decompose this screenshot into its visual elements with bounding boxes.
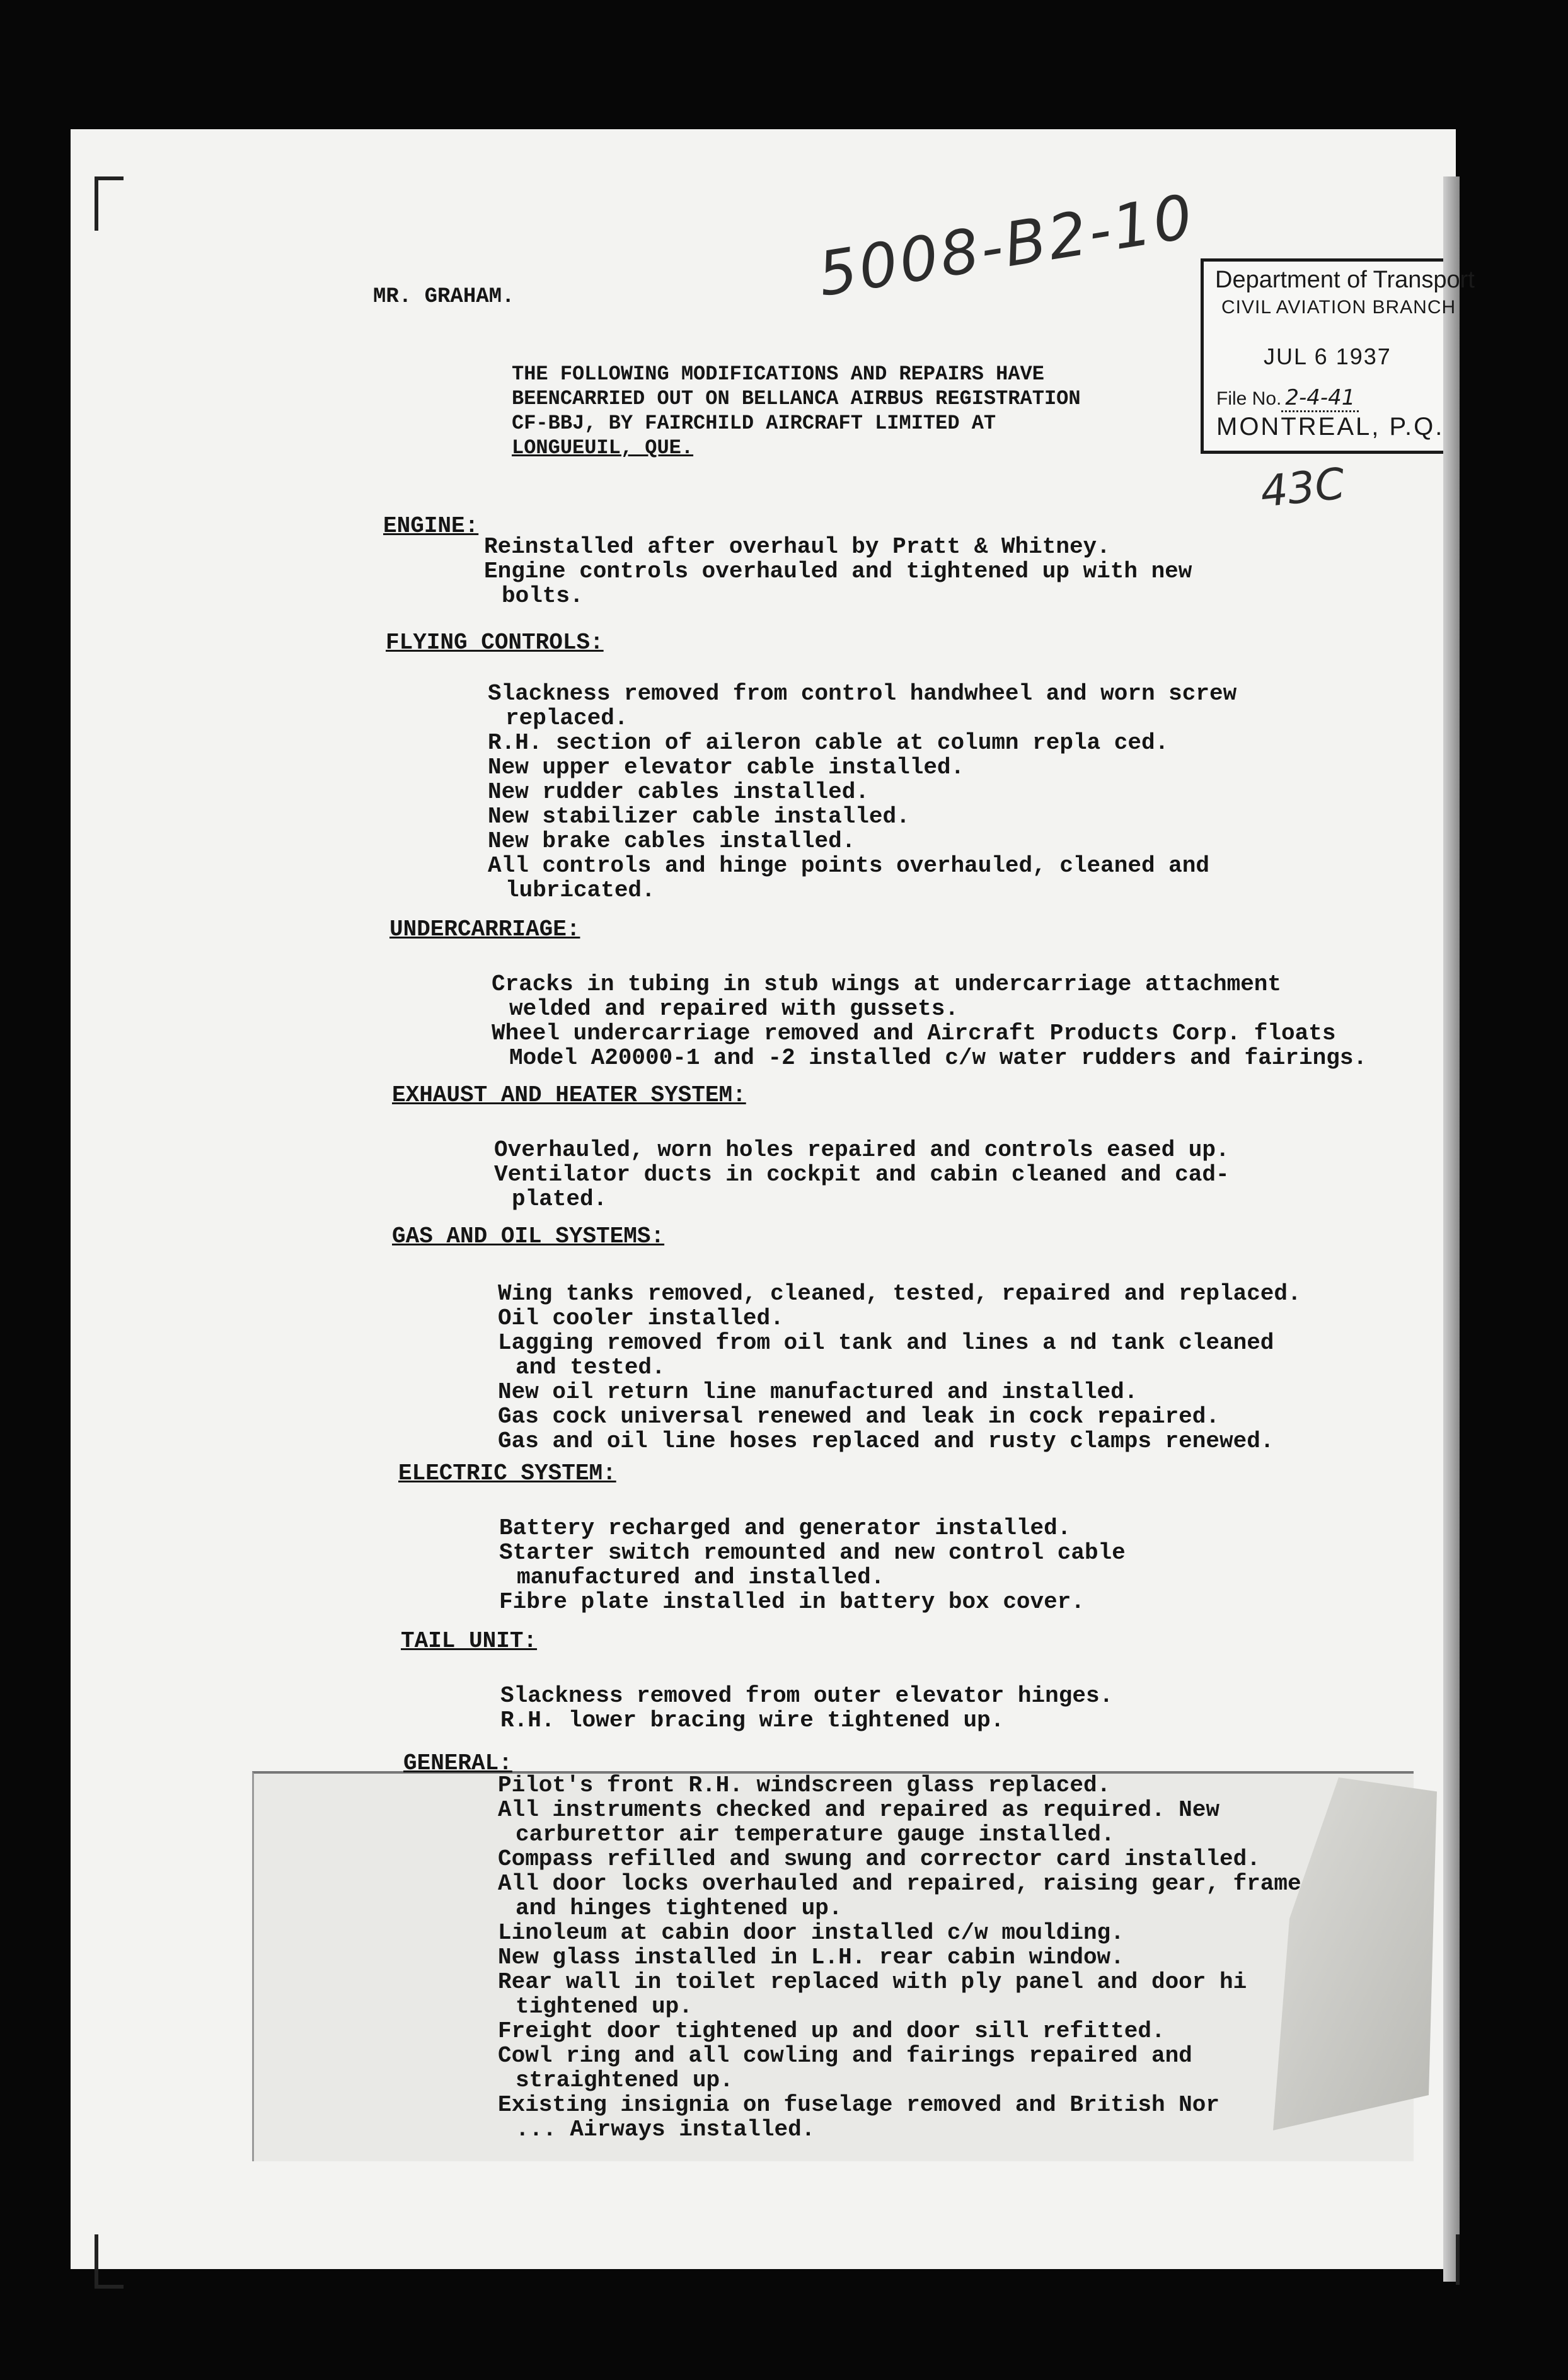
- list-item: Freight door tightened up and door sill refitted.: [498, 2018, 1165, 2044]
- list-item: All door locks overhauled and repaired, raising gear, frame: [498, 1871, 1301, 1897]
- list-item: replaced.: [505, 705, 628, 731]
- received-stamp: [1201, 258, 1475, 454]
- section-flying-controls: [386, 630, 1237, 903]
- stamp-branch: CIVIL AVIATION BRANCH: [1221, 297, 1456, 318]
- list-item: lubricated.: [505, 877, 655, 903]
- crop-mark-bottom-right: [1456, 2234, 1460, 2285]
- list-item: All instruments checked and repaired as required. New: [498, 1797, 1219, 1823]
- document-heading: [512, 362, 1205, 460]
- section-title: UNDERCARRIAGE:: [389, 916, 580, 942]
- stamp-department: Department of Transport: [1215, 267, 1475, 293]
- section-electric-system: [398, 1461, 1126, 1614]
- section-lines: [498, 1281, 1301, 1453]
- stamp-file-number: 2-4-41: [1281, 385, 1359, 412]
- list-item: manufactured and installed.: [517, 1564, 885, 1590]
- section-title: TAIL UNIT:: [401, 1628, 538, 1654]
- heading-line: LONGUEUIL, QUE.: [512, 436, 694, 459]
- list-item: Wheel undercarriage removed and Aircraft Products Corp. floats: [492, 1020, 1336, 1046]
- list-item: ... Airways installed.: [516, 2117, 816, 2142]
- stamp-location: MONTREAL, P.Q.: [1216, 413, 1444, 441]
- list-item: Linoleum at cabin door installed c/w moulding.: [498, 1920, 1124, 1946]
- list-item: Oil cooler installed.: [498, 1305, 784, 1331]
- list-item: New stabilizer cable installed.: [488, 804, 910, 829]
- list-item: Cowl ring and all cowling and fairings repaired and: [498, 2043, 1192, 2069]
- section-title: EXHAUST AND HEATER SYSTEM:: [392, 1082, 746, 1108]
- list-item: Gas cock universal renewed and leak in cock repaired.: [498, 1404, 1219, 1430]
- list-item: New glass installed in L.H. rear cabin window.: [498, 1944, 1124, 1970]
- list-item: straightened up.: [516, 2067, 734, 2093]
- list-item: Slackness removed from outer elevator hinges.: [500, 1683, 1114, 1709]
- list-item: New oil return line manufactured and installed.: [498, 1379, 1138, 1405]
- section-title: GENERAL:: [403, 1750, 512, 1776]
- list-item: bolts.: [502, 583, 584, 609]
- list-item: New rudder cables installed.: [488, 779, 869, 805]
- list-item: Rear wall in toilet replaced with ply panel and door hi: [498, 1969, 1247, 1995]
- list-item: New brake cables installed.: [488, 828, 856, 854]
- list-item: Lagging removed from oil tank and lines a nd tank cleaned: [498, 1330, 1274, 1356]
- heading-line: CF-BBJ, BY FAIRCHILD AIRCRAFT LIMITED AT: [512, 412, 996, 435]
- heading-line: THE FOLLOWING MODIFICATIONS AND REPAIRS HAVE: [512, 362, 1044, 386]
- list-item: plated.: [512, 1186, 608, 1212]
- crop-mark-top-left: [95, 176, 124, 231]
- list-item: All controls and hinge points overhauled, cleaned and: [488, 853, 1209, 879]
- list-item: R.H. section of aileron cable at column repla ced.: [488, 730, 1169, 756]
- section-undercarriage: [389, 917, 1367, 1070]
- list-item: Ventilator ducts in cockpit and cabin cleaned and cad-: [494, 1162, 1230, 1187]
- handwritten-reference-number: 5008-B2-10: [813, 181, 1200, 310]
- list-item: Engine controls overhauled and tightened up with new: [484, 558, 1192, 584]
- list-item: Compass refilled and swung and corrector card installed.: [498, 1846, 1260, 1872]
- list-item: Gas and oil line hoses replaced and rusty clamps renewed.: [498, 1428, 1274, 1454]
- section-lines: [484, 534, 1192, 608]
- section-title: ENGINE:: [383, 513, 479, 539]
- list-item: and tested.: [516, 1355, 666, 1380]
- list-item: carburettor air temperature gauge installed.: [516, 1822, 1115, 1847]
- list-item: welded and repaired with gussets.: [509, 996, 959, 1022]
- list-item: Starter switch remounted and new control cable: [499, 1540, 1126, 1566]
- section-general: [403, 1751, 1301, 2142]
- list-item: Model A20000-1 and -2 installed c/w water rudders and fairings.: [509, 1045, 1368, 1071]
- addressee: MR. GRAHAM.: [373, 285, 515, 309]
- section-engine: [383, 514, 1192, 608]
- section-lines: [500, 1684, 1113, 1733]
- list-item: tightened up.: [516, 1994, 693, 2019]
- list-item: Pilot's front R.H. windscreen glass replaced.: [498, 1772, 1111, 1798]
- list-item: New upper elevator cable installed.: [488, 754, 965, 780]
- list-item: Overhauled, worn holes repaired and controls eased up.: [494, 1137, 1230, 1163]
- section-title: ELECTRIC SYSTEM:: [398, 1460, 616, 1486]
- list-item: Battery recharged and generator installed.: [499, 1515, 1071, 1541]
- section-gas-oil: [392, 1224, 1301, 1453]
- section-lines: [494, 1138, 1230, 1211]
- heading-line: BEENCARRIED OUT ON BELLANCA AIRBUS REGISTRATION: [512, 387, 1081, 410]
- crop-mark-bottom-left: [95, 2234, 124, 2289]
- page-edge-shadow: [1443, 176, 1460, 2282]
- list-item: Reinstalled after overhaul by Pratt & Whitney.: [484, 534, 1110, 560]
- stamp-file-label: File No.: [1216, 388, 1282, 409]
- section-lines: [498, 1773, 1301, 2142]
- section-title: FLYING CONTROLS:: [386, 630, 604, 656]
- stamp-date: JUL 6 1937: [1264, 344, 1392, 369]
- list-item: Existing insignia on fuselage removed and British Nor: [498, 2092, 1219, 2118]
- section-lines: [492, 972, 1367, 1070]
- section-lines: [488, 681, 1237, 903]
- list-item: Slackness removed from control handwheel and worn screw: [488, 681, 1237, 707]
- section-title: GAS AND OIL SYSTEMS:: [392, 1223, 665, 1249]
- list-item: Fibre plate installed in battery box cover.: [499, 1589, 1085, 1615]
- list-item: R.H. lower bracing wire tightened up.: [500, 1707, 1005, 1733]
- stamp-file: [1216, 385, 1359, 410]
- list-item: and hinges tightened up.: [516, 1895, 843, 1921]
- section-tail-unit: [401, 1629, 1113, 1733]
- list-item: Wing tanks removed, cleaned, tested, repaired and replaced.: [498, 1281, 1301, 1307]
- list-item: Cracks in tubing in stub wings at undercarriage attachment: [492, 971, 1282, 997]
- handwritten-mark: 43C: [1258, 459, 1347, 517]
- section-lines: [499, 1516, 1126, 1614]
- section-exhaust-heater: [392, 1083, 1230, 1211]
